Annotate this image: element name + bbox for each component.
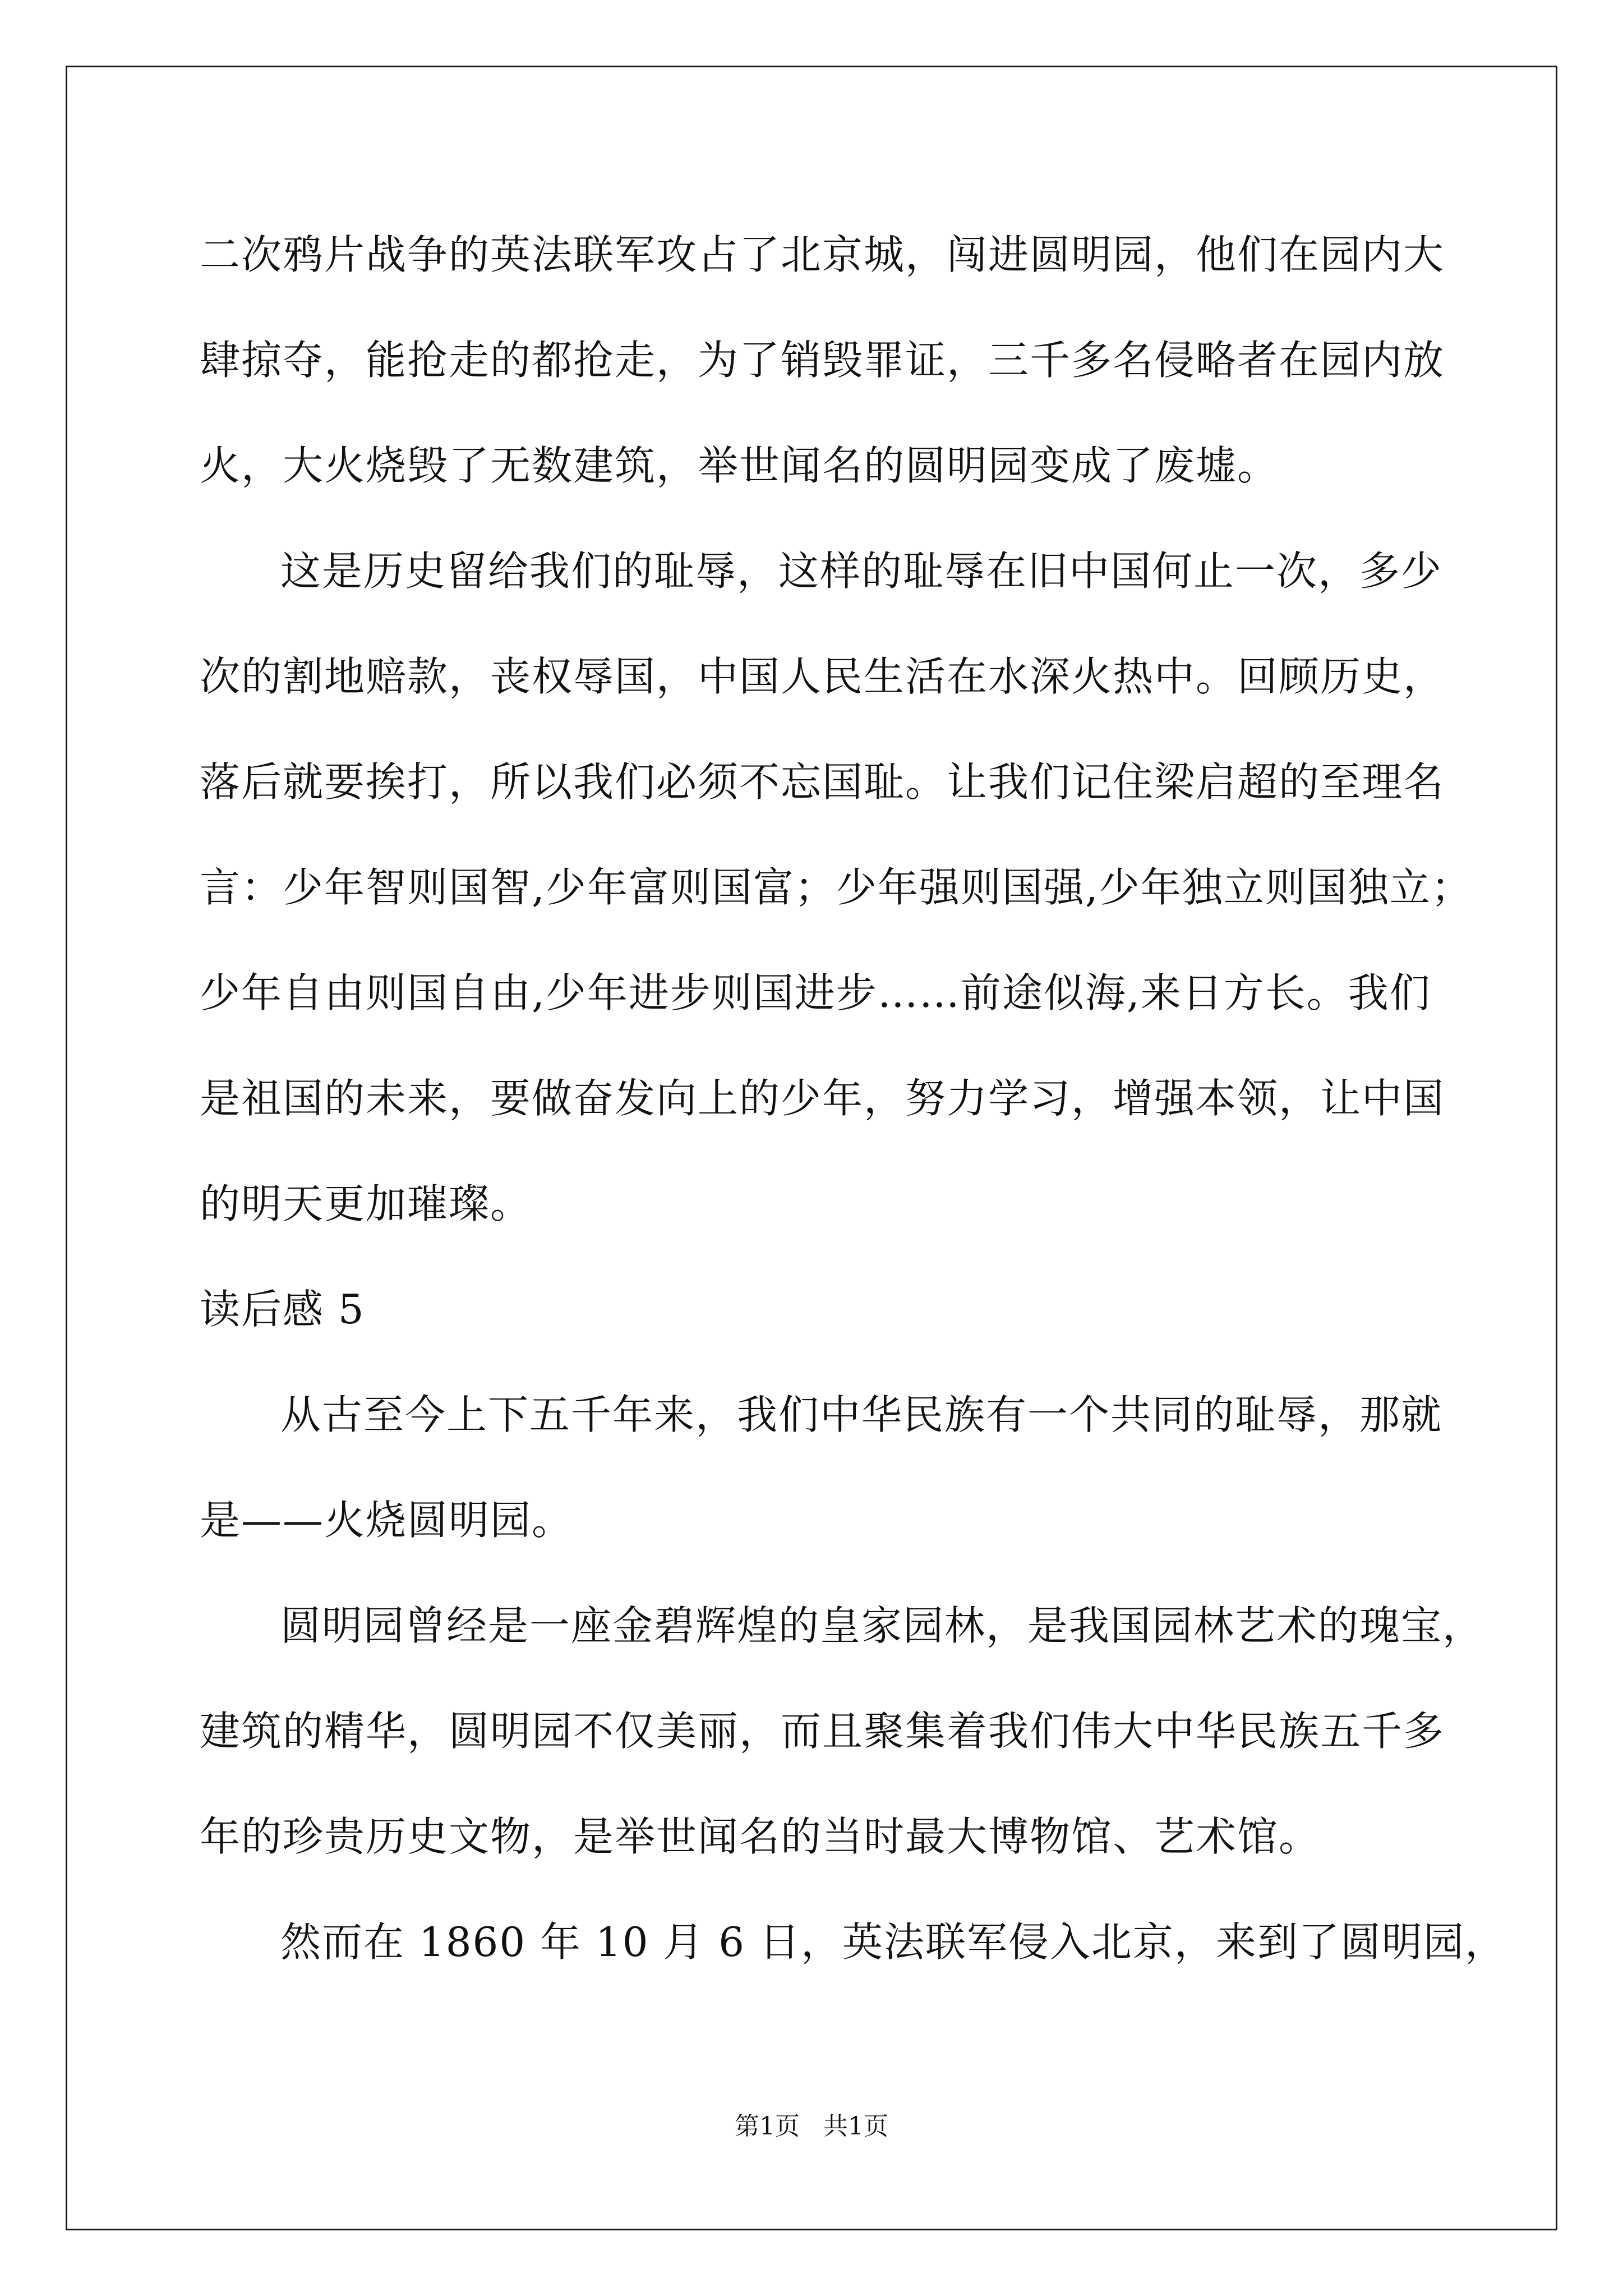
paragraph-line: 是祖国的未来，要做奋发向上的少年，努力学习，增强本领，让中国 xyxy=(200,1075,1445,1122)
paragraph-line: 落后就要挨打，所以我们必须不忘国耻。让我们记住梁启超的至理名 xyxy=(200,758,1445,806)
paragraph-line: 这是历史留给我们的耻辱，这样的耻辱在旧中国何止一次，多少 xyxy=(280,547,1443,595)
paragraph-line: 圆明园曾经是一座金碧辉煌的皇家园林，是我国园林艺术的瑰宝， xyxy=(280,1602,1484,1649)
paragraph-line: 少年自由则国自由,少年进步则国进步……前途似海,来日方长。我们 xyxy=(200,969,1431,1016)
paragraph-line: 从古至今上下五千年来，我们中华民族有一个共同的耻辱，那就 xyxy=(280,1391,1443,1438)
section-heading: 读后感 5 xyxy=(200,1286,365,1333)
paragraph-line: 建筑的精华，圆明园不仅美丽，而且聚集着我们伟大中华民族五千多 xyxy=(200,1708,1445,1755)
paragraph-line: 然而在 1860 年 10 月 6 日，英法联军侵入北京，来到了圆明园， xyxy=(280,1918,1506,1966)
paragraph-line: 火，大火烧毁了无数建筑，举世闻名的圆明园变成了废墟。 xyxy=(200,442,1279,489)
paragraph-line: 的明天更加璀璨。 xyxy=(200,1180,532,1227)
paragraph-line: 肆掠夺，能抢走的都抢走，为了销毁罪证，三千多名侵略者在园内放 xyxy=(200,337,1445,384)
page-frame xyxy=(66,66,1557,2230)
paragraph-line: 年的珍贵历史文物，是举世闻名的当时最大博物馆、艺术馆。 xyxy=(200,1813,1321,1860)
paragraph-line: 次的割地赔款，丧权辱国，中国人民生活在水深火热中。回顾历史， xyxy=(200,653,1445,700)
paragraph-line: 二次鸦片战争的英法联军攻占了北京城，闯进圆明园，他们在园内大 xyxy=(200,231,1445,278)
page-number-footer: 第1页 共1页 xyxy=(735,2112,888,2141)
paragraph-line: 是——火烧圆明园。 xyxy=(200,1497,574,1544)
paragraph-line: 言：少年智则国智,少年富则国富；少年强则国强,少年独立则国独立； xyxy=(200,864,1473,911)
